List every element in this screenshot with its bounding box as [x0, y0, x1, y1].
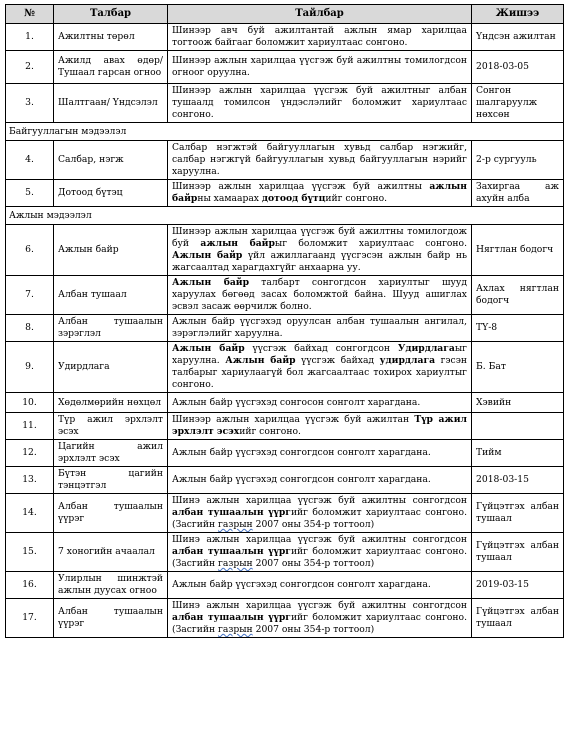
- field-name: Түр ажил эрхлэлт эсэх: [54, 413, 168, 440]
- description-text: үйл ажиллагаанд үүсгэсэн ажлын байр нь жагсаалтад харагдахгүйг анхаарна уу.: [172, 250, 467, 273]
- row-number: 7.: [6, 276, 54, 315]
- description-text: газрын: [218, 624, 253, 635]
- field-example: [472, 413, 564, 440]
- field-description: [168, 393, 472, 413]
- table-row: [6, 494, 564, 533]
- field-example: Үндсэн ажилтан: [472, 24, 564, 51]
- field-example: Захиргаа аж ахуйн алба: [472, 180, 564, 207]
- description-bold-text: удирдлага: [379, 355, 436, 366]
- description-text: Шинээр ажлын харилцаа үүсгэж буй ажилтан: [172, 414, 415, 425]
- row-number: 9.: [6, 342, 54, 393]
- table-row: [6, 276, 564, 315]
- table-row: [6, 393, 564, 413]
- field-description: [168, 225, 472, 276]
- field-description: [168, 533, 472, 572]
- field-name: Дотоод бүтэц: [54, 180, 168, 207]
- description-text: Шинээр ажлын харилцаа үүсгэж буй ажилтны: [172, 181, 430, 192]
- table-row: [6, 225, 564, 276]
- field-name: Цагийн ажил эрхлэлт эсэх: [54, 440, 168, 467]
- description-bold-text: Түр ажил эрхлэлт эсэх: [172, 414, 467, 437]
- description-text: Ажлын байр үүсгэхэд сонгогдсон сонголт харагдана.: [172, 474, 431, 485]
- field-name: Ажилд авах өдөр/ Тушаал гарсан огноо: [54, 51, 168, 84]
- row-number: 5.: [6, 180, 54, 207]
- field-example: Хэвийн: [472, 393, 564, 413]
- row-number: 2.: [6, 51, 54, 84]
- table-row: [6, 599, 564, 638]
- table-row: [6, 51, 564, 84]
- description-bold-text: ажлын байр: [172, 181, 467, 204]
- field-description: [168, 599, 472, 638]
- header-description: Тайлбар: [168, 5, 472, 24]
- description-text: 2007 оны 354-р тогтоол): [252, 519, 375, 530]
- description-text: Салбар нэгжтэй байгууллагын хувьд салбар нэгжийг, салбар нэгжгүй байгууллагын хувьд байгууллагын нэрийг харуулна.: [172, 142, 467, 177]
- header-number: №: [6, 5, 54, 24]
- row-number: 12.: [6, 440, 54, 467]
- description-text: гэсэн талбарыг хариулаагүй бол жагсаалтаас тохирох хариултыг сонгоно.: [172, 355, 467, 390]
- row-number: 17.: [6, 599, 54, 638]
- description-text: Шинээр ажлын харилцаа үүсгэж буй ажилтныг албан тушаалд томилсон үндэслэлийг боломжит хариултаас сонгоно.: [172, 85, 467, 120]
- field-name: Ажлын байр: [54, 225, 168, 276]
- field-name: Албан тушаал: [54, 276, 168, 315]
- field-example: Гүйцэтгэх албан тушаал: [472, 494, 564, 533]
- description-text: газрын: [218, 558, 253, 569]
- table-body: [6, 24, 564, 638]
- description-text: Ажлын байр үүсгэхэд оруулсан албан тушаалын ангилал, зэрэглэлийг харуулна.: [172, 316, 467, 339]
- field-description: [168, 180, 472, 207]
- description-text: 2007 оны 354-р тогтоол): [252, 558, 375, 569]
- field-example: 2018-03-15: [472, 467, 564, 494]
- description-bold-text: албан тушаалын үүрг: [172, 546, 291, 557]
- field-description: [168, 342, 472, 393]
- description-text: үүсгэж байхад: [295, 355, 380, 366]
- section-row: [6, 123, 564, 141]
- description-bold-text: Удирдлага: [397, 343, 455, 354]
- field-description: [168, 84, 472, 123]
- description-bold-text: Ажлын байр: [172, 250, 243, 261]
- field-description: [168, 51, 472, 84]
- field-description: [168, 141, 472, 180]
- field-name: Албан тушаалын үүрэг: [54, 494, 168, 533]
- description-bold-text: Ажлын байр: [172, 343, 245, 354]
- field-name: Албан тушаалын зэрэглэл: [54, 315, 168, 342]
- row-number: 16.: [6, 572, 54, 599]
- field-example: Гүйцэтгэх албан тушаал: [472, 533, 564, 572]
- description-text: Шинэ ажлын харилцаа үүсгэж буй ажилтны сонгогдсон: [172, 495, 467, 506]
- field-name: Шалтгаан/ Үндсэлэл: [54, 84, 168, 123]
- description-text: ийг сонгоно.: [325, 193, 388, 204]
- description-bold-text: албан тушаалын үүрг: [172, 507, 291, 518]
- description-text: Шинээр ажлын харилцаа үүсгэж буй ажилтны томилогдож буй: [172, 226, 467, 249]
- description-text: Шинэ ажлын харилцаа үүсгэж буй ажилтны сонгогдсон: [172, 534, 467, 545]
- description-text: ны хамаарах: [197, 193, 262, 204]
- field-example: Гүйцэтгэх албан тушаал: [472, 599, 564, 638]
- row-number: 4.: [6, 141, 54, 180]
- field-name: Бүтэн цагийн тэнцэтгэл: [54, 467, 168, 494]
- description-text: ийг сонгоно.: [239, 426, 301, 437]
- field-name: Албан тушаалын үүрэг: [54, 599, 168, 638]
- field-example: Тийм: [472, 440, 564, 467]
- description-text: газрын: [218, 519, 253, 530]
- description-text: ыг харуулна.: [172, 343, 467, 366]
- row-number: 14.: [6, 494, 54, 533]
- field-description-table: [5, 4, 564, 638]
- field-description: [168, 413, 472, 440]
- description-bold-text: Ажлын байр: [225, 355, 296, 366]
- field-example: 2018-03-05: [472, 51, 564, 84]
- table-row: [6, 24, 564, 51]
- header-example: Жишээ: [472, 5, 564, 24]
- description-bold-text: дотоод бүтц: [261, 193, 326, 204]
- field-description: [168, 467, 472, 494]
- section-row: [6, 207, 564, 225]
- table-row: [6, 413, 564, 440]
- description-text: ийг боломжит хариултаас сонгоно. (Засгийн: [172, 546, 467, 569]
- field-description: [168, 24, 472, 51]
- description-text: ийг боломжит хариултаас сонгоно. (Засгийн: [172, 612, 467, 635]
- row-number: 15.: [6, 533, 54, 572]
- field-description: [168, 572, 472, 599]
- description-text: ийг боломжит хариултаас сонгоно. (Засгийн: [172, 507, 467, 530]
- table-row: [6, 84, 564, 123]
- table-row: [6, 315, 564, 342]
- description-text: Шинээр авч буй ажилтантай ажлын ямар харилцаа тогтоож байгааг боломжит хариултаас сонгоно.: [172, 25, 467, 48]
- field-description: [168, 494, 472, 533]
- field-name: Хөдөлмөрийн нөхцөл: [54, 393, 168, 413]
- field-example: ТҮ-8: [472, 315, 564, 342]
- description-text: Ажлын байр үүсгэхэд сонгогдсон сонголт харагдана.: [172, 579, 431, 590]
- row-number: 13.: [6, 467, 54, 494]
- field-example: Б. Бат: [472, 342, 564, 393]
- description-text: талбарт сонгогдсон хариултыг шууд харуулах бөгөөд засах боломжтой байна. Шууд ашиглах эсвэл засаж өөрчилж болно.: [172, 277, 467, 312]
- description-text: Ажлын байр үүсгэхэд сонгогдсон сонголт харагдана.: [172, 447, 431, 458]
- description-text: Ажлын байр үүсгэхэд сонгосон сонголт харагдана.: [172, 396, 421, 408]
- field-example: 2-р сургууль: [472, 141, 564, 180]
- description-bold-text: ажлын байр: [200, 238, 275, 249]
- field-description: [168, 276, 472, 315]
- row-number: 3.: [6, 84, 54, 123]
- description-text: Шинэ ажлын харилцаа үүсгэж буй ажилтны сонгогдсон: [172, 600, 467, 611]
- field-example: Сонгон шалгаруулж нөхсөн: [472, 84, 564, 123]
- table-row: [6, 440, 564, 467]
- table-row: [6, 180, 564, 207]
- field-example: Ахлах нягтлан бодогч: [472, 276, 564, 315]
- description-text: 2007 оны 354-р тогтоол): [252, 624, 375, 635]
- row-number: 8.: [6, 315, 54, 342]
- field-name: Удирдлага: [54, 342, 168, 393]
- table-row: [6, 572, 564, 599]
- field-description: [168, 315, 472, 342]
- field-name: Ажилтны төрөл: [54, 24, 168, 51]
- row-number: 11.: [6, 413, 54, 440]
- description-bold-text: албан тушаалын үүрг: [172, 612, 291, 623]
- field-example: 2019-03-15: [472, 572, 564, 599]
- section-title: Ажлын мэдээлэл: [6, 207, 564, 225]
- table-row: [6, 342, 564, 393]
- table-row: [6, 467, 564, 494]
- field-name: Салбар, нэгж: [54, 141, 168, 180]
- header-field: Талбар: [54, 5, 168, 24]
- field-name: Улирлын шинжтэй ажлын дуусах огноо: [54, 572, 168, 599]
- table-row: [6, 533, 564, 572]
- row-number: 6.: [6, 225, 54, 276]
- section-title: Байгууллагын мэдээлэл: [6, 123, 564, 141]
- field-description: [168, 440, 472, 467]
- description-bold-text: Ажлын байр: [172, 277, 250, 288]
- table-header-row: [6, 5, 564, 24]
- description-text: Шинээр ажлын харилцаа үүсгэж буй ажилтны томилогдсон огноог оруулна.: [172, 55, 467, 78]
- table-row: [6, 141, 564, 180]
- row-number: 1.: [6, 24, 54, 51]
- description-text: ыг боломжит хариултаас сонгоно.: [274, 238, 467, 249]
- field-example: Нягтлан бодогч: [472, 225, 564, 276]
- description-text: үүсгэж байхад сонгогдсон: [244, 343, 398, 354]
- field-name: 7 хоногийн ачаалал: [54, 533, 168, 572]
- row-number: 10.: [6, 393, 54, 413]
